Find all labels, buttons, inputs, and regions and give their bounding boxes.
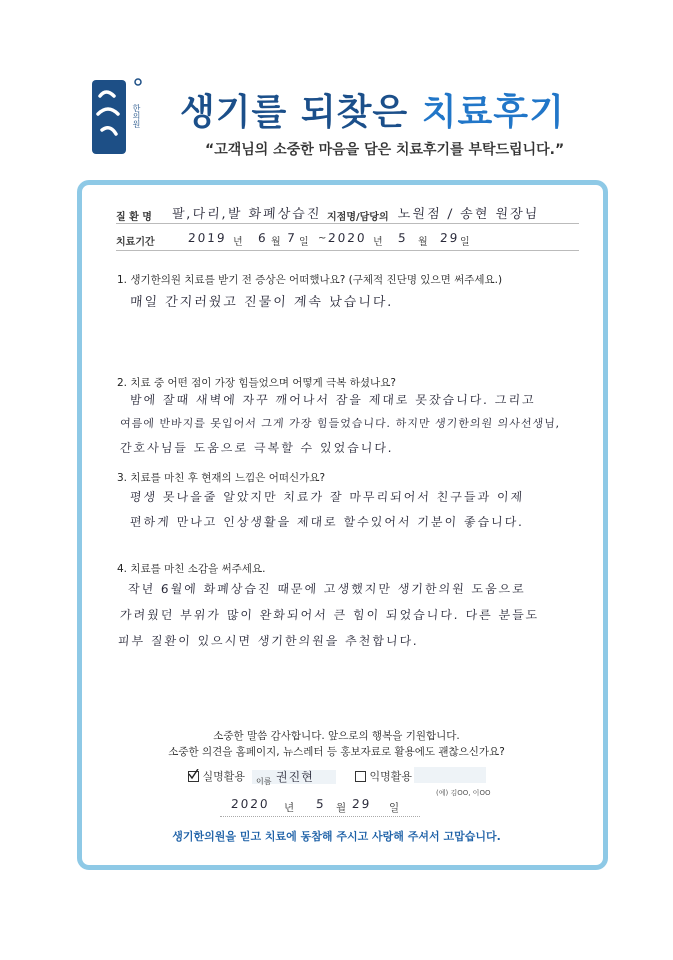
sign-date-day-unit: 일 — [389, 802, 400, 814]
end-day: 29 — [439, 231, 460, 245]
question-4-answer-line: 피부 질환이 있으시면 생기한의원을 추천합니다. — [117, 634, 420, 648]
title-accent: 치료후기 — [421, 92, 565, 133]
start-month-unit: 월 — [271, 237, 281, 248]
name-example: (예) 김OO, 이OO — [436, 789, 491, 797]
clinic-logo — [88, 74, 152, 158]
anon-checkbox[interactable] — [355, 771, 366, 782]
question-2-label: 2. 치료 중 어떤 점이 가장 힘들었으며 어떻게 극복 하셨나요? — [117, 377, 396, 389]
question-4-label: 4. 치료를 마친 소감을 써주세요. — [117, 563, 266, 575]
anon-label: 익명활용 — [369, 770, 413, 783]
question-2-answer-line: 여름에 반바지를 못입어서 그게 가장 힘들었습니다. 하지만 생기한의원 의사선생님, — [119, 417, 561, 430]
question-4-answer-line: 가려웠던 부위가 많이 완화되어서 큰 힘이 되었습니다. 다른 분들도 — [119, 608, 540, 622]
question-2-answer-line: 밤에 잘때 새벽에 자꾸 깨어나서 잠을 제대로 못잤습니다. 그리고 — [129, 393, 537, 407]
start-day-unit: 일 — [299, 237, 309, 248]
sign-date-day: 29 — [351, 797, 372, 811]
end-month: 5 — [397, 231, 409, 245]
name-value: 권진현 — [276, 770, 314, 784]
end-month-unit: 월 — [418, 237, 428, 248]
form-divider — [116, 223, 579, 224]
logo-subtext: 한의원 — [132, 104, 141, 128]
title-main: 생기를 되찾은 — [180, 92, 409, 133]
question-3-answer-line: 평생 못나을줄 알았지만 치료가 잘 마무리되어서 친구들과 이제 — [129, 490, 525, 504]
anon-option — [355, 768, 412, 784]
disease-label: 질 환 명 — [116, 212, 152, 223]
name-field[interactable] — [252, 770, 336, 784]
consent-question: 소중한 의견을 홈페이지, 뉴스레터 등 홍보자료로 활용에도 괜찮으신가요? — [168, 746, 505, 758]
start-month: 6 — [257, 231, 269, 245]
start-day: 7 — [286, 231, 298, 245]
end-day-unit: 일 — [460, 237, 470, 248]
end-year: 2020 — [327, 231, 368, 245]
page-subtitle: “고객님의 소중한 마음을 담은 치료후기를 부탁드립니다.” — [205, 142, 565, 158]
start-year-unit: 년 — [233, 237, 243, 248]
real-name-label: 실명활용 — [202, 770, 246, 783]
branch-value: 노원점 / 송현 원장님 — [397, 207, 540, 222]
name-prefix: 이름 — [256, 777, 272, 786]
branch-label: 지점명/담당의 — [327, 212, 389, 223]
real-name-checkbox[interactable] — [188, 771, 199, 782]
question-1-answer-line: 매일 간지러웠고 진물이 계속 났습니다. — [129, 295, 394, 310]
sign-date-line — [220, 816, 420, 817]
end-year-unit: 년 — [373, 237, 383, 248]
sign-date-month-unit: 월 — [336, 802, 347, 814]
question-2-answer-line: 간호사님들 도움으로 극복할 수 있었습니다. — [119, 441, 395, 455]
sign-date-year-unit: 년 — [284, 802, 295, 814]
thanks-message: 소중한 말씀 감사합니다. 앞으로의 행복을 기원합니다. — [213, 730, 460, 742]
disease-value: 팔,다리,발 화폐상습진 — [171, 207, 322, 222]
question-3-label: 3. 치료를 마친 후 현재의 느낌은 어떠신가요? — [117, 472, 326, 484]
question-1-label: 1. 생기한의원 치료를 받기 전 증상은 어떠했나요? (구체적 진단명 있으면 써주세요.) — [117, 274, 503, 286]
sign-date-year: 2020 — [230, 797, 271, 811]
start-year: 2019 — [187, 231, 228, 245]
form-divider — [116, 250, 579, 251]
question-4-answer-line: 작년 6월에 화폐상습진 때문에 고생했지만 생기한의원 도움으로 — [127, 582, 527, 596]
anon-name-field[interactable] — [414, 767, 486, 783]
question-3-answer-line: 편하게 만나고 인상생활을 제대로 할수있어서 기분이 좋습니다. — [129, 515, 525, 529]
footer-message: 생기한의원을 믿고 치료에 동참해 주시고 사랑해 주셔서 고맙습니다. — [172, 830, 501, 843]
period-label: 치료기간 — [116, 237, 155, 248]
real-name-option — [188, 768, 245, 784]
sign-date-month: 5 — [315, 797, 327, 811]
period-tilde: ~ — [318, 233, 327, 244]
page-title — [180, 84, 565, 135]
